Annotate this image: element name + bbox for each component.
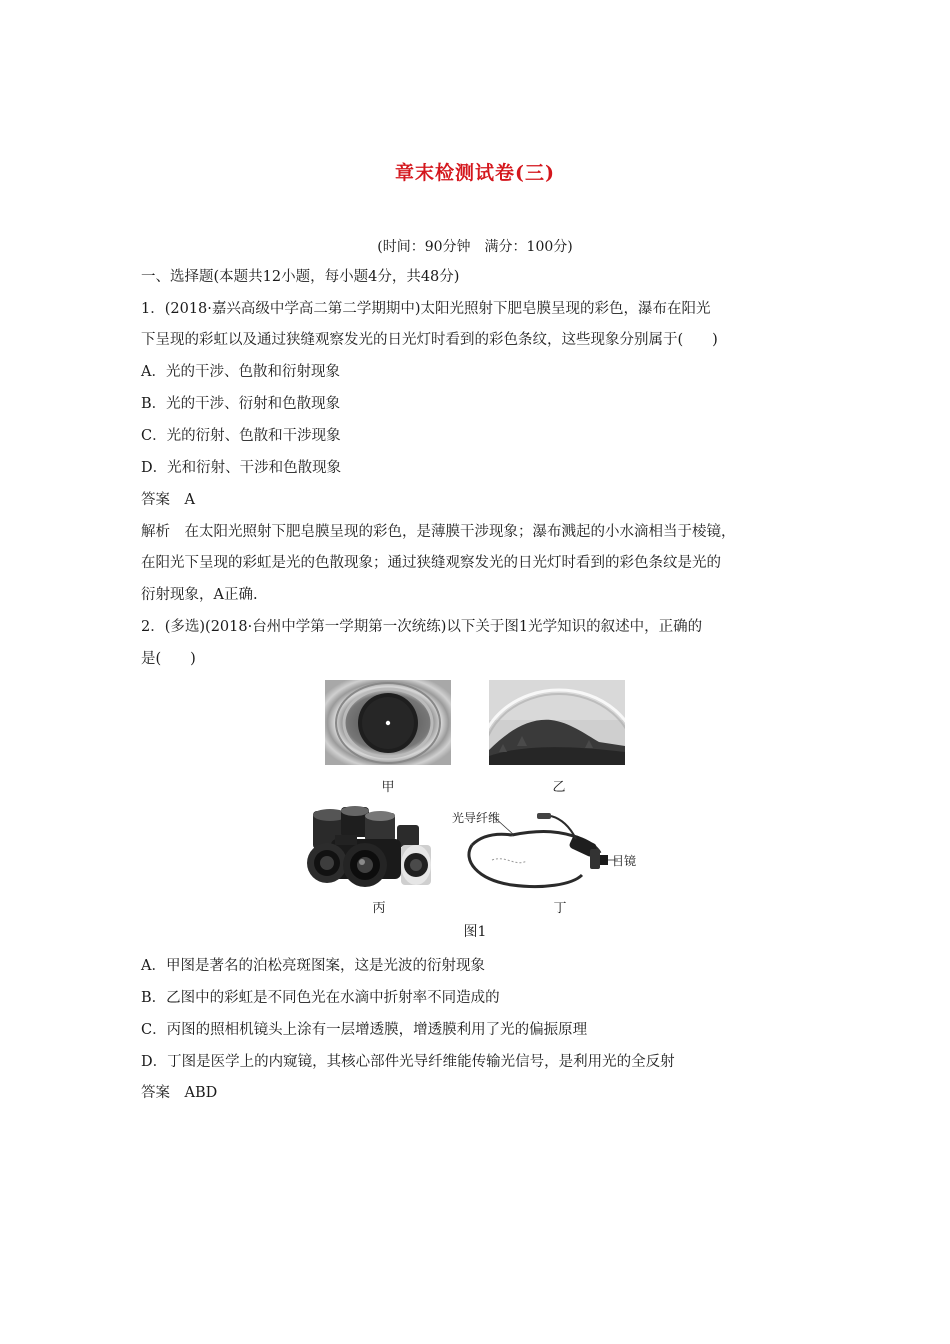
section-heading: 一、选择题(本题共12小题，每小题4分，共48分) (141, 269, 460, 285)
q1-stem-line2: 下呈现的彩虹以及通过狭缝观察发光的日光灯时看到的彩色条纹，这些现象分别属于( ) (141, 332, 718, 348)
label-eyepiece: 目镜 (612, 854, 637, 868)
page-title: 章末检测试卷(三) (395, 162, 555, 184)
q1-analysis-line1: 解析 在太阳光照射下肥皂膜呈现的彩色，是薄膜干涉现象；瀑布溅起的小水滴相当于棱镜， (141, 524, 736, 540)
q2-option-c: C．丙图的照相机镜头上涂有一层增透膜，增透膜利用了光的偏振原理 (141, 1022, 588, 1038)
caption-ding: 丁 (553, 901, 567, 916)
camera-lenses-image (305, 805, 437, 893)
poisson-spot-image (325, 680, 451, 765)
caption-bing: 丙 (372, 901, 386, 916)
q2-stem-line1: 2．(多选)(2018·台州中学第一学期第一次统练)以下关于图1光学知识的叙述中，正确的 (141, 619, 703, 635)
q1-option-d: D．光和衍射、干涉和色散现象 (141, 460, 342, 476)
caption-yi: 乙 (552, 780, 566, 795)
q1-option-a: A．光的干涉、色散和衍射现象 (141, 364, 340, 380)
q2-answer: 答案 ABD (141, 1085, 218, 1101)
rainbow-landscape-image (489, 680, 625, 765)
figure-caption: 图1 (463, 924, 487, 940)
q2-option-d: D．丁图是医学上的内窥镜，其核心部件光导纤维能传输光信号，是利用光的全反射 (141, 1054, 675, 1070)
q1-answer: 答案 A (141, 492, 195, 508)
q2-option-b: B．乙图中的彩虹是不同色光在水滴中折射率不同造成的 (141, 990, 500, 1006)
q1-stem-line1: 1．(2018·嘉兴高级中学高二第二学期期中)太阳光照射下肥皂膜呈现的彩色，瀑布在阳光 (141, 301, 711, 317)
q1-analysis-line2: 在阳光下呈现的彩虹是光的色散现象；通过狭缝观察发光的日光灯时看到的彩色条纹是光的 (141, 555, 721, 571)
q1-analysis-line3: 衍射现象，A正确. (141, 587, 258, 603)
caption-jia: 甲 (381, 780, 395, 795)
q2-option-a: A．甲图是著名的泊松亮斑图案，这是光波的衍射现象 (141, 958, 485, 974)
q1-option-c: C．光的衍射、色散和干涉现象 (141, 428, 341, 444)
label-optical-fiber: 光导纤维 (452, 811, 501, 825)
q2-stem-line2: 是( ) (141, 651, 196, 667)
q1-option-b: B．光的干涉、衍射和色散现象 (141, 396, 341, 412)
endoscope-image (452, 805, 640, 895)
exam-info: (时间：90分钟 满分：100分) (377, 239, 573, 255)
